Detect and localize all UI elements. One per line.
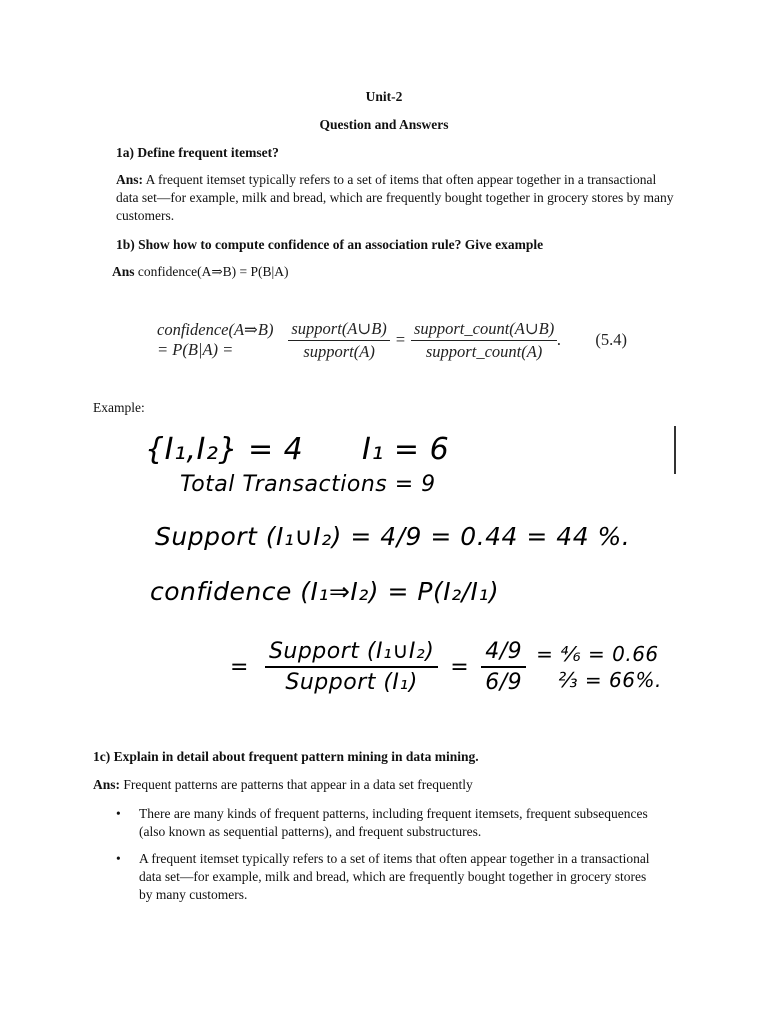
hw-eq-1: = (230, 654, 249, 680)
answer-1a-text: A frequent itemset typically refers to a set of items that often appear together in a transactional data set—for example, milk and bread, which are frequently bought together in grocery stores by many customers. (116, 172, 674, 223)
answer-1b-text: confidence(A⇒B) = P(B|A) (134, 264, 289, 279)
ans-label-1a: Ans: (116, 172, 144, 187)
ans-label-1c: Ans: (93, 777, 121, 792)
hw-fraction-values (481, 639, 526, 695)
formula-frac2-den: support_count(A) (425, 341, 543, 361)
formula-period: . (557, 330, 562, 349)
list-item (116, 850, 656, 904)
answer-1c (93, 777, 473, 793)
unit-title: Unit-2 (365, 89, 403, 104)
question-1a: 1a) Define frequent itemset? (116, 145, 279, 160)
hw-frac-num: Support (I₁∪I₂) (265, 639, 438, 668)
hw-result-decimal: = 0.66 (588, 642, 659, 666)
formula-eq-number: (5.4) (595, 330, 627, 349)
bullet-text: A frequent itemset typically refers to a set of items that often appear together in a transactional data set—for example, milk and bread, which are frequently bought together in grocery stores by many customers. (139, 851, 650, 902)
hw-result-group (536, 641, 662, 693)
bullet-symbol: • (116, 806, 121, 821)
answer-1b (112, 264, 288, 280)
ans-label-1b: Ans (112, 264, 135, 279)
hw-result-2: ⅔ = 66%. (558, 668, 662, 692)
formula-frac1-num: support(A∪B) (288, 319, 389, 341)
formula-lhs: confidence(A⇒B) = P(B|A) = (157, 320, 274, 359)
answer-1c-text: Frequent patterns are patterns that appear in a data set frequently (120, 777, 473, 792)
hw-total-transactions: Total Transactions = 9 (180, 472, 436, 497)
hw-fval-num: 4/9 (481, 639, 526, 668)
list-item (116, 805, 656, 841)
confidence-formula (157, 309, 627, 371)
hw-fraction-support (265, 639, 438, 695)
handwritten-example (130, 422, 688, 722)
scan-edge-mark (674, 426, 676, 474)
example-label: Example: (93, 400, 145, 415)
answer-1a (116, 171, 681, 225)
hw-result-frac: = ⁴⁄₆ (536, 642, 582, 666)
hw-itemset-count: {I₁,I₂} = 4 (145, 432, 304, 467)
bullet-text: There are many kinds of frequent patterns, including frequent itemsets, frequent subsequences (also known as sequential patterns), and frequent substructures. (139, 806, 648, 839)
bullet-symbol: • (116, 851, 121, 866)
hw-result-1 (536, 641, 662, 667)
formula-equals: = (394, 330, 406, 349)
hw-item-count: I₁ = 6 (362, 432, 450, 467)
hw-eq-2: = (450, 654, 470, 680)
hw-confidence-calc (230, 632, 662, 702)
question-1c: 1c) Explain in detail about frequent pattern mining in data mining. (93, 749, 479, 764)
hw-fval-den: 6/9 (485, 670, 523, 695)
hw-frac-den: Support (I₁) (285, 670, 418, 695)
hw-confidence: confidence (I₁⇒I₂) = P(I₂/I₁) (150, 577, 500, 606)
bullet-list (116, 805, 656, 913)
hw-support: Support (I₁∪I₂) = 4/9 = 0.44 = 44 %. (155, 522, 631, 551)
formula-frac2-num: support_count(A∪B) (411, 319, 557, 341)
formula-fraction-1 (288, 319, 389, 362)
formula-fraction-2 (411, 319, 557, 362)
formula-frac1-den: support(A) (303, 341, 375, 361)
page-subtitle: Question and Answers (319, 117, 449, 132)
question-1b: 1b) Show how to compute confidence of an association rule? Give example (116, 237, 544, 252)
